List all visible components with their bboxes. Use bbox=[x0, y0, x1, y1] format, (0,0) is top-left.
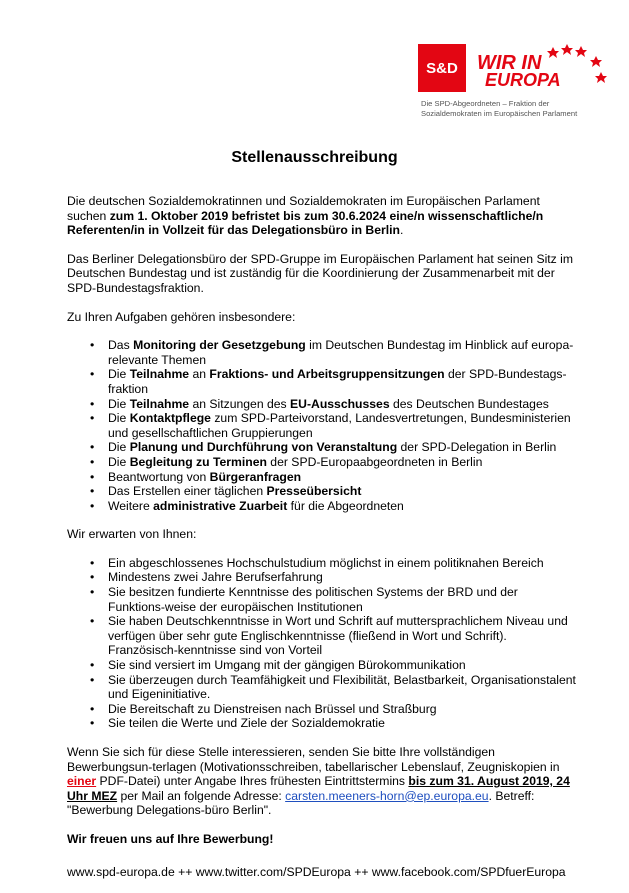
expect-heading: Wir erwarten von Ihnen: bbox=[67, 527, 197, 542]
list-item: • Das Monitoring der Gesetzgebung im Deutschen Bundestag im Hinblick auf europa-relevante Themen bbox=[108, 338, 577, 367]
list-item: • Ein abgeschlossenes Hochschulstudium möglichst in einem politiknahen Bereich bbox=[108, 556, 577, 571]
list-item: • Das Erstellen einer täglichen Presseübersicht bbox=[108, 484, 577, 499]
list-item: • Sie besitzen fundierte Kenntnisse des politischen Systems der BRD und der Funktions-weise der europäischen Institutionen bbox=[108, 585, 577, 614]
sd-logo bbox=[418, 44, 466, 92]
office-paragraph: Das Berliner Delegationsbüro der SPD-Gruppe im Europäischen Parlament hat seinen Sitz im Deutschen Bundestag und ist zuständig für die Koordinierung der Zusammenarbeit mit der SPD-Bundestagsfraktion. bbox=[67, 251, 574, 295]
intro-end: . bbox=[399, 223, 404, 238]
intro-paragraph bbox=[67, 194, 577, 238]
email-link[interactable]: carsten.meeners-horn@ep.europa.eu bbox=[285, 788, 489, 803]
subline-2: Sozialdemokraten im Europäischen Parlament bbox=[421, 108, 578, 118]
list-item: • Die Bereitschaft zu Dienstreisen nach Brüssel und Straßburg bbox=[108, 702, 577, 717]
list-item: • Die Teilnahme an Sitzungen des EU-Ausschusses des Deutschen Bundestages bbox=[108, 397, 577, 412]
wordmark-line2: EUROPA bbox=[485, 70, 561, 90]
intro-bold: zum 1. Oktober 2019 befristet bis zum 30.6.2024 eine/n wissenschaftliche/n Referenten/in in Vollzeit für das Delegationsbüro in Berlin bbox=[67, 208, 544, 238]
tasks-heading: Zu Ihren Aufgaben gehören insbesondere: bbox=[67, 309, 296, 324]
wir-in-europa-logo bbox=[475, 42, 610, 92]
list-item: • Die Begleitung zu Terminen der SPD-Europaabgeordneten in Berlin bbox=[108, 455, 577, 470]
list-item: • Die Teilnahme an Fraktions- und Arbeitsgruppensitzungen der SPD-Bundestags-fraktion bbox=[108, 367, 577, 396]
intro-text: Die deutschen Sozialdemokratinnen und Sozialdemokraten im Europäischen Parlament suchen bbox=[67, 194, 540, 223]
page-title: Stellenausschreibung bbox=[231, 149, 398, 166]
list-item: • Weitere administrative Zuarbeit für die Abgeordneten bbox=[108, 499, 577, 514]
apply-paragraph: Wenn Sie sich für diese Stelle interessieren, senden Sie bitte Ihre vollständigen Bewerbungsun-terlagen (Motivationsschreiben, tabellarischer Lebenslauf, Zeugniskopien in einer PDF-Datei) unter Angabe Ihres frühesten Eintrittstermins bis zum 31. August 2019, 24 Uhr MEZ per Mail an folgende Adresse: carsten.meeners-horn@ep.europa.eu. Betreff: "Bewerbung Delegations-büro Berlin". bbox=[67, 745, 570, 818]
list-item: • Sie teilen die Werte und Ziele der Sozialdemokratie bbox=[108, 716, 577, 731]
closing-line: Wir freuen uns auf Ihre Bewerbung! bbox=[67, 831, 274, 846]
deadline: bis zum 31. August 2019, 24 Uhr MEZ bbox=[67, 774, 570, 803]
one-file-emphasis: einer bbox=[67, 774, 97, 789]
list-item: • Sie haben Deutschkenntnisse in Wort und Schrift auf muttersprachlichem Niveau und verfügen über sehr gute Englischkenntnisse (fließend in Wort und Schrift). Französisch-kenntnisse sind von Vorteil bbox=[108, 614, 577, 658]
list-item: • Sie überzeugen durch Teamfähigkeit und Flexibilität, Belastbarkeit, Organisationstalent und Eigeninitiative. bbox=[108, 673, 577, 702]
header-subline bbox=[421, 99, 601, 118]
wordmark-line1: WIR IN bbox=[477, 52, 542, 74]
tasks-list bbox=[67, 338, 577, 513]
document-body bbox=[67, 194, 577, 893]
list-item: • Beantwortung von Bürgeranfragen bbox=[108, 470, 577, 485]
subline-1: Die SPD-Abgeordneten – Fraktion der bbox=[421, 99, 550, 108]
sd-logo-text: S&D bbox=[426, 59, 458, 77]
list-item: • Die Kontaktpflege zum SPD-Parteivorstand, Landesvertretungen, Bundesministerien und gesellschaftlichen Gruppierungen bbox=[108, 411, 577, 440]
list-item: • Sie sind versiert im Umgang mit der gängigen Bürokommunikation bbox=[108, 658, 577, 673]
requirements-list bbox=[67, 556, 577, 731]
footer-links: www.spd-europa.de ++ www.twitter.com/SPDEuropa ++ www.facebook.com/SPDfuerEuropa bbox=[67, 864, 566, 879]
list-item: • Die Planung und Durchführung von Veranstaltung der SPD-Delegation in Berlin bbox=[108, 440, 577, 455]
list-item: • Mindestens zwei Jahre Berufserfahrung bbox=[108, 570, 577, 585]
